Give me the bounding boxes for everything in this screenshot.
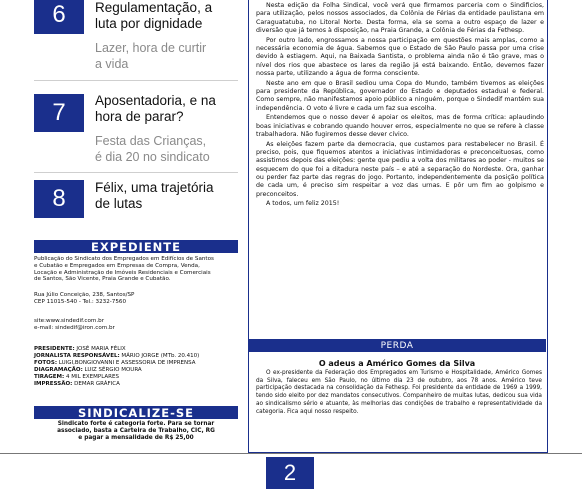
index-subtitle-line: é dia 20 no sindicato	[95, 150, 210, 164]
credit-label: FOTOS:	[34, 360, 58, 366]
expediente-web	[34, 318, 240, 332]
perda-text	[256, 370, 542, 416]
credit-value: JOSÉ MARIA FÉLIX	[76, 346, 126, 352]
index-title-line: Regulamentação, a	[95, 0, 213, 15]
credit-line	[34, 346, 244, 353]
editorial-paragraph: Nesta edição da Folha Sindical, você verá que firmamos parceria com o Sindificios, para utilização, pelos nossos associados, da Colônia de Férias da entidade paulistana em Caraguatatuba, no Litoral Norte. Desta forma, ela se soma a outro espaço de lazer e diversão que já temos à disposição, na Praia Grande, a Colônia de Férias da Fethesp.	[256, 2, 544, 34]
credit-label: DIAGRAMAÇÃO:	[34, 367, 83, 373]
credit-line	[34, 353, 244, 360]
sindicalize-text	[34, 421, 238, 443]
expediente-heading: EXPEDIENTE	[34, 240, 238, 253]
expediente-intro-line: Locação e Administração de Imóveis Residenciais e Comerciais	[34, 269, 211, 276]
index-divider	[34, 172, 238, 173]
address-line: Rua Júlio Conceição, 238, Santos/SP	[34, 292, 135, 298]
credit-label: IMPRESSÃO:	[34, 381, 73, 387]
index-subtitle-line: Festa das Crianças,	[95, 134, 207, 148]
index-subtitle-line: Lazer, hora de curtir	[95, 41, 207, 55]
credit-value: LUIZ SÉRGIO MOURA	[84, 367, 142, 373]
index-title-8[interactable]	[95, 180, 214, 212]
credit-value: LUIGI,BONGIOVANNI E ASSESSORIA DE IMPRENSA	[58, 360, 196, 366]
credit-line	[34, 381, 244, 388]
index-title-7[interactable]	[95, 93, 216, 125]
sindicalize-line: Sindicato forte é categoria forte. Para se tornar	[57, 421, 215, 427]
perda-heading: PERDA	[248, 339, 546, 352]
website-link[interactable]: site:www.sindedif.com.br	[34, 318, 105, 324]
sindicalize-line: e pagar a mensalidade de R$ 25,00	[78, 435, 194, 442]
credit-label: JORNALISTA RESPONSÁVEL:	[34, 353, 120, 359]
sindicalize-line: associado, basta a Carteira de Trabalho, CIC, RG	[57, 428, 215, 435]
index-title-line: Félix, uma trajetória	[95, 180, 214, 195]
expediente-address	[34, 292, 240, 306]
index-subtitle-6[interactable]	[95, 40, 206, 72]
credit-value: 4 MIL EXEMPLARES	[65, 374, 119, 380]
index-title-line: Aposentadoria, e na	[95, 93, 216, 108]
footer-divider	[0, 453, 582, 454]
index-number-6: 6	[34, 0, 84, 34]
expediente-intro-line: Publicação do Sindicato dos Empregados em Edifícios de Santos	[34, 256, 214, 262]
editorial-paragraph: A todos, um feliz 2015!	[266, 200, 340, 208]
sindicalize-heading: SINDICALIZE-SE	[34, 406, 238, 419]
expediente-intro	[34, 256, 240, 283]
expediente-credits	[34, 346, 244, 388]
index-title-line: hora de parar?	[95, 109, 184, 124]
index-title-line: luta por dignidade	[95, 16, 203, 31]
index-subtitle-line: a vida	[95, 57, 129, 71]
credit-label: TIRAGEM:	[34, 374, 65, 380]
index-number-7: 7	[34, 94, 84, 132]
index-title-6[interactable]	[95, 0, 212, 32]
credit-line	[34, 374, 244, 381]
credit-label: PRESIDENTE:	[34, 346, 75, 352]
index-subtitle-7[interactable]	[95, 133, 210, 165]
editorial-text	[256, 0, 544, 210]
credit-value: DEMAR GRÁFICA	[74, 381, 120, 387]
perda-paragraph: O ex-presidente da Federação dos Empregados em Turismo e Hospitalidade, Américo Gomes da Silva, faleceu em São Paulo, no último dia 23 de outubro, aos 78 anos. Américo teve participação destacada na consolidação da Fethesp. Foi presidente da entidade de 1969 a 1999, tendo sido eleito por dez mandatos consecutivos. Companheiro de muitas lutas, dedicou sua vida ao sindicalismo sério e atuante, às melhorias das condições de trabalho e representatividade da categoria. Fica aqui nosso respeito.	[256, 370, 542, 415]
credit-line	[34, 367, 244, 374]
index-number-8: 8	[34, 180, 84, 218]
editorial-paragraph: As eleições fazem parte da democracia, que custamos para restabelecer no Brasil. É preciso, pois, que fiquemos atentos a iniciativas intimidadoras e preconceituosas, como assistimos depois das eleições: gente que pediu a volta dos militares ao poder - muitos se esquecem do que foi a ditadura neste país – e até a separação do Nordeste. Ora, ganhar ou perder faz parte das regras do jogo. Portanto, independentemente da posição política de cada um, é preciso sim respeitar a voz das urnas. E pôr um fim ao golpismo e preconceitos.	[256, 140, 544, 198]
editorial-paragraph: Por outro lado, engrossamos a nossa participação em questões mais amplas, como a necessária economia de água. Sabemos que o Estado de São Paulo passa por uma crise devido à estiagem. Aqui, na Baixada Santista, o problema ainda não é tão grave, mas o nível dos rios que abastece os lares da região já está baixando. Então, devemos fazer nossa parte, utilizando a água de forma consciente.	[256, 36, 544, 77]
address-line: CEP 11015-540 - Tel.: 3232-7560	[34, 298, 127, 305]
email-link[interactable]: e-mail: sindedif@iron.com.br	[34, 324, 115, 331]
page-number: 2	[266, 457, 314, 489]
expediente-intro-line: de Santos, São Vicente, Praia Grande e Cubatão.	[34, 276, 171, 283]
perda-title: O adeus a Américo Gomes da Silva	[318, 359, 476, 368]
editorial-paragraph: Neste ano em que o Brasil sediou uma Copa do Mundo, também tivemos as eleições para presidente da República, governador do Estado e deputados estadual e federal. Como sempre, não manifestamos apoio público a ninguém, porque o Sindedif mantém sua independência. O voto é livre e cada um faz sua escolha.	[256, 79, 544, 112]
index-title-line: de lutas	[95, 196, 143, 211]
index-divider	[34, 80, 238, 81]
credit-value: MÁRIO JORGE (MTb. 20.410)	[121, 353, 200, 359]
expediente-intro-line: e Cubatão e Empregados em Empresas de Compra, Venda,	[34, 262, 200, 269]
editorial-paragraph: Entendemos que o nosso dever é apoiar os eleitos, mas de forma crítica: aplaudindo boas iniciativas e cobrando quando houver erros, especialmente no que se refere à classe trabalhadora. Não fugiremos desse dever cívico.	[256, 114, 544, 138]
credit-line	[34, 360, 244, 367]
